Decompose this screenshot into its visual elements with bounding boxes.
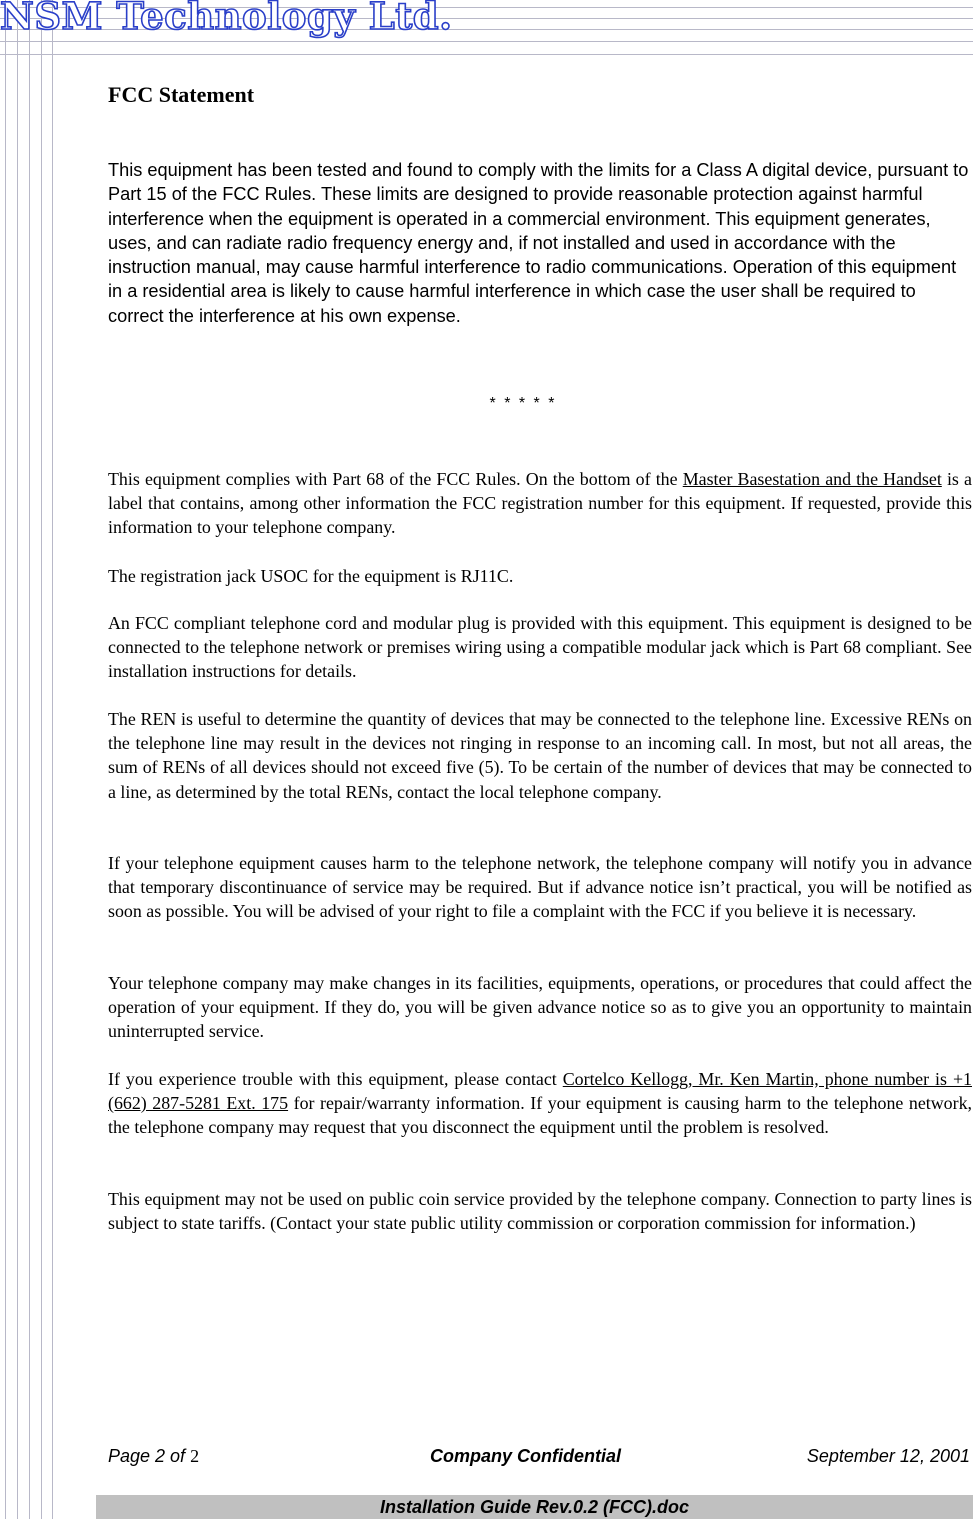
page-title: FCC Statement [108, 82, 255, 107]
header-line [0, 41, 973, 42]
section-separator: * * * * * [489, 395, 557, 412]
header-line [0, 54, 973, 55]
margin-line [41, 0, 42, 1519]
document-date: September 12, 2001 [806, 1446, 970, 1466]
part68-p1-text: This equipment complies with Part 68 of the FCC Rules. On the bottom of the [108, 469, 683, 489]
page-footer [108, 1446, 970, 1470]
coin-service-paragraph: This equipment may not be used on public coin service provided by the telephone company. Connection to party lines is subject to state tariffs. (Contact your state public utility commission or corporation commission for information.) [108, 1189, 972, 1234]
margin-line [29, 0, 30, 1519]
confidential-label: Company Confidential [430, 1446, 622, 1466]
trouble-contact-paragraph [108, 1067, 972, 1140]
document-filename: Installation Guide Rev.0.2 (FCC).doc [96, 1495, 973, 1519]
ren-paragraph: The REN is useful to determine the quantity of devices that may be connected to the telephone line. Excessive RENs on the telephone line may result in the devices not ringing in response to an incoming call. In most, but not all areas, the sum of RENs of all devices should not exceed five (5). To be certain of the number of devices that may be connected to a line, as determined by the total RENs, contact the local telephone company. [108, 709, 972, 802]
network-harm-paragraph: If your telephone equipment causes harm to the telephone network, the telephone company will notify you in advance that temporary discontinuance of service may be required. But if advance notice isn’t practical, you will be notified as soon as possible. You will be advised of your right to file a complaint with the FCC if you believe it is necessary. [108, 853, 972, 922]
usoc-paragraph: The registration jack USOC for the equipment is RJ11C. [108, 566, 514, 586]
cord-plug-paragraph: An FCC compliant telephone cord and modular plug is provided with this equipment. This equipment is designed to be connected to the telephone network or premises wiring using a compatible modular jack which is Part 68 compliant. See installation instructions for details. [108, 613, 972, 682]
margin-line [5, 0, 6, 1519]
company-changes-paragraph: Your telephone company may make changes in its facilities, equipments, operations, or procedures that could affect the operation of your equipment. If they do, you will be given advance notice so as to give you an opportunity to maintain uninterrupted service. [108, 973, 972, 1042]
contact-link: Cortelco Kellogg, Mr. Ken Martin, phone number is +1 (662) 287-5281 Ext. 175 [108, 1069, 972, 1114]
company-logo: NSM Technology Ltd. [0, 0, 453, 38]
margin-line [52, 0, 53, 1519]
trouble-text: If you experience trouble with this equipment, please contact [108, 1069, 563, 1089]
part68-p1-text-end: is a label that contains, among other information the FCC registration number for this equipment. If requested, provide this information to your telephone company. [108, 469, 972, 538]
page-total: 2 [190, 1446, 200, 1466]
page-number [108, 1446, 199, 1467]
margin-line [17, 0, 18, 1519]
class-a-statement: This equipment has been tested and found to comply with the limits for a Class A digital device, pursuant to Part 15 of the FCC Rules. These limits are designed to provide reasonable protection against harmful interference when the equipment is operated in a commercial environment. This equipment generates, uses, and can radiate radio frequency energy and, if not installed and used in accordance with the instruction manual, may cause harmful interference to radio communications. Operation of this equipment in a residential area is likely to cause harmful interference in which case the user shall be required to correct the interference at his own expense. [108, 160, 969, 326]
page-label: Page 2 of [108, 1446, 191, 1466]
basestation-handset-link: Master Basestation and the Handset [682, 469, 942, 489]
trouble-text-end: for repair/warranty information. If your equipment is causing harm to the telephone network, the telephone company may request that you disconnect the equipment until the problem is resolved. [108, 1093, 972, 1138]
part68-paragraph-label [108, 467, 972, 540]
